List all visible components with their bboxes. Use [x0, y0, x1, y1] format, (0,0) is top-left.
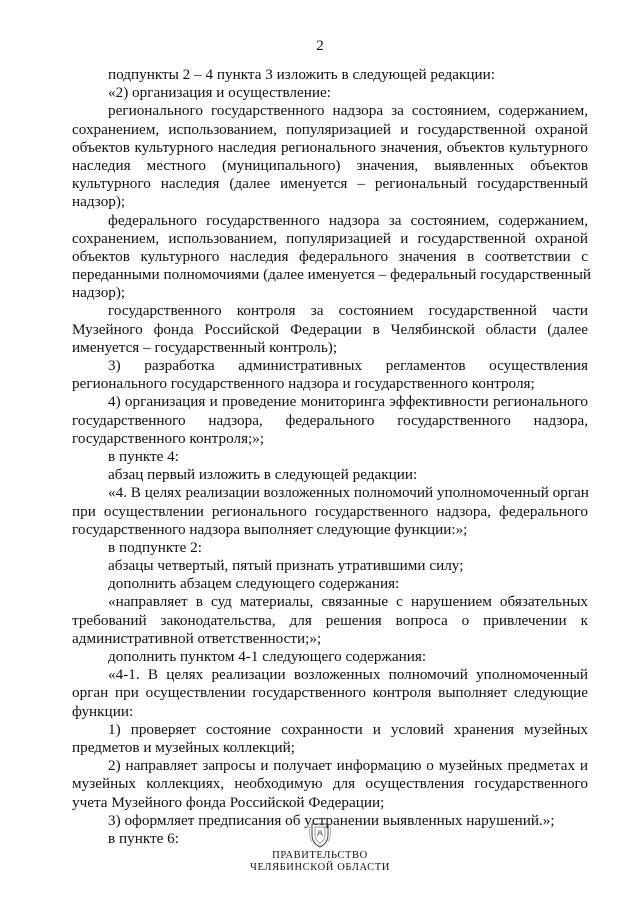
footer-line-1: ПРАВИТЕЛЬСТВО [272, 850, 368, 861]
text-line: абзац первый изложить в следующей редакции: [108, 466, 418, 484]
document-body [72, 66, 592, 848]
text-line: объектов культурного наследия регионального значения, объектов культурного [72, 138, 588, 156]
text-line: объектов культурного наследия федерального значения в соответствии с [72, 247, 588, 265]
text-line: «направляет в суд материалы, связанные с нарушением обязательных [108, 593, 588, 611]
text-line: учета Музейного фонда Российской Федерации; [72, 793, 385, 811]
text-line: административной ответственности;»; [72, 629, 322, 647]
text-line: музейных коллекциях, необходимую для осуществления государственного [72, 775, 588, 793]
text-line: федерального государственного надзора за состоянием, содержанием, [108, 211, 588, 229]
text-line: Музейного фонда Российской Федерации в Челябинской области (далее [72, 320, 588, 338]
text-line: дополнить абзацем следующего содержания: [108, 575, 400, 593]
text-line: требований законодательства, для решения вопроса о привлечении к [72, 611, 588, 629]
text-line: 3) оформляет предписания об устранении выявленных нарушений.»; [108, 811, 555, 829]
text-line: регионального государственного надзора и государственного контроля; [72, 375, 535, 393]
text-line: 1) проверяет состояние сохранности и условий хранения музейных [108, 720, 588, 738]
text-line: при осуществлении регионального государственного надзора, федерального [72, 502, 588, 520]
text-line: 3) разработка административных регламентов осуществления [108, 357, 588, 374]
text-line: культурного наследия (далее именуется – региональный государственный [72, 175, 588, 193]
text-line: государственного надзора выполняет следующие функции:»; [72, 520, 468, 538]
text-line: «4. В целях реализации возложенных полномочий уполномоченный орган [108, 484, 589, 502]
text-line: надзор); [72, 284, 126, 302]
text-line: регионального государственного надзора за состоянием, содержанием, [108, 102, 588, 120]
text-line: предметов и музейных коллекций; [72, 738, 295, 756]
text-line: сохранением, использованием, популяризацией и государственной охраной [72, 120, 588, 138]
text-line: «4-1. В целях реализации возложенных полномочий уполномоченный [108, 666, 588, 684]
text-line: дополнить пунктом 4-1 следующего содержания: [108, 648, 427, 665]
text-line: абзацы четвертый, пятый признать утратившими силу; [108, 557, 464, 575]
footer [0, 820, 640, 874]
text-line: 4) организация и проведение мониторинга эффективности регионального [108, 393, 588, 411]
text-line: государственного надзора, федерального государственного надзора, [72, 411, 588, 429]
text-line: «2) организация и осуществление: [108, 84, 331, 102]
text-line: государственного контроля за состоянием государственной части [108, 302, 588, 320]
text-line: именуется – государственный контроль); [72, 338, 338, 356]
coat-of-arms-icon [305, 820, 335, 850]
text-line: орган при осуществлении государственного контроля выполняет следующие [72, 684, 588, 702]
page-number: 2 [316, 38, 324, 54]
text-line: в пункте 4: [108, 447, 179, 465]
text-line: в пункте 6: [108, 829, 179, 847]
text-line: государственного контроля;»; [72, 429, 265, 447]
text-line: функции: [72, 702, 134, 720]
text-line: подпункты 2 – 4 пункта 3 изложить в следующей редакции: [108, 66, 495, 83]
text-line: сохранением, использованием, популяризацией и государственной охраной [72, 229, 588, 247]
text-line: наследия местного (муниципального) значения, выявленных объектов [72, 156, 588, 174]
text-line: 2) направляет запросы и получает информацию о музейных предметах и [108, 757, 588, 775]
footer-line-2: ЧЕЛЯБИНСКОЙ ОБЛАСТИ [250, 862, 390, 873]
text-line: в подпункте 2: [108, 538, 202, 556]
text-line: надзор); [72, 193, 126, 211]
text-line: переданными полномочиями (далее именуется – федеральный государственный [72, 266, 592, 284]
